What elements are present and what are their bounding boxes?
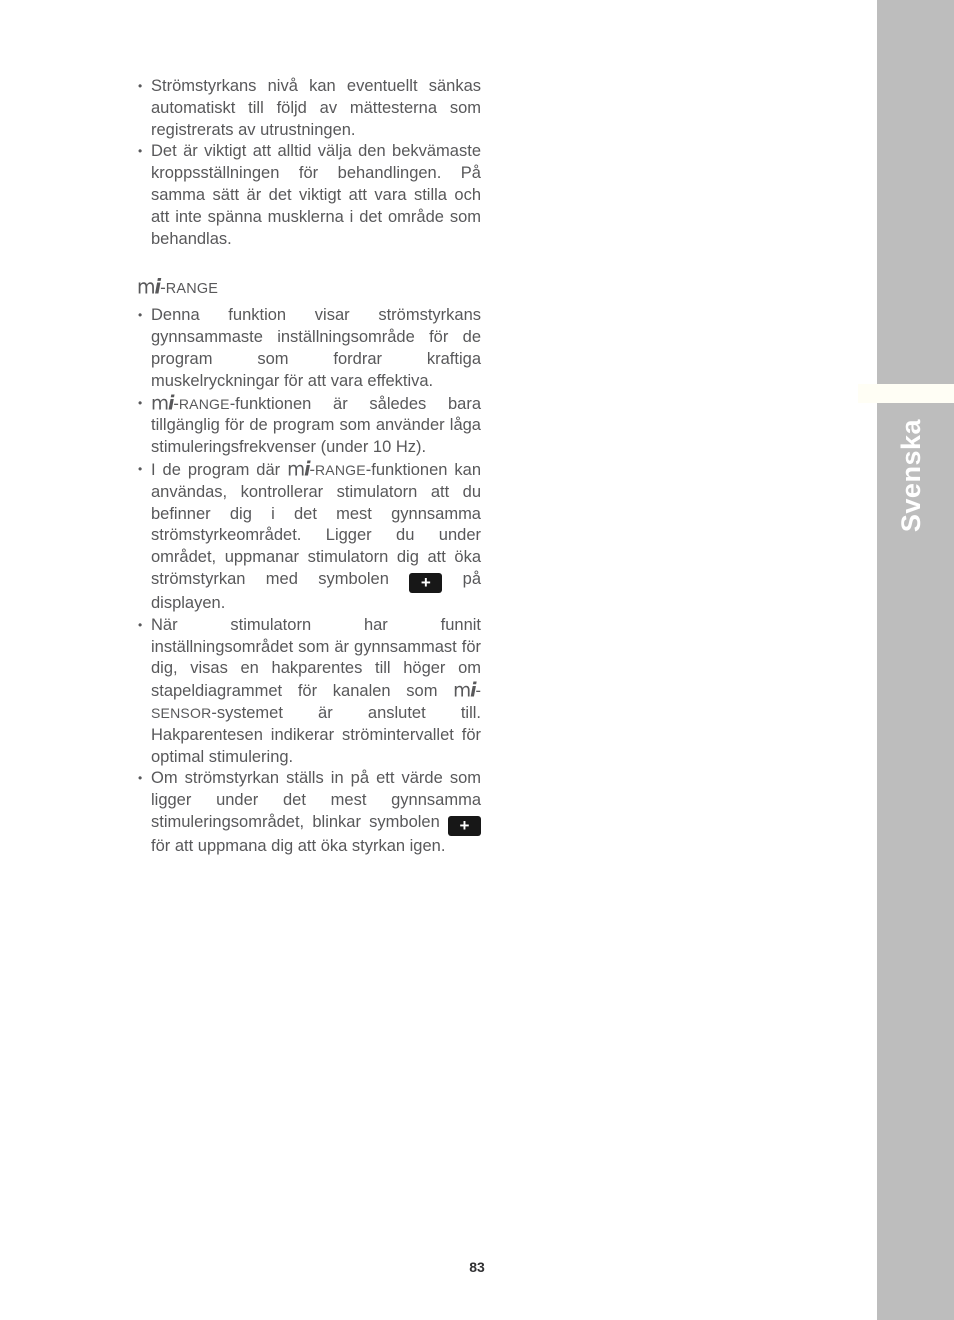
bullet-list-mi-range bbox=[137, 305, 481, 857]
plus-icon: + bbox=[409, 573, 442, 593]
language-tab-svenska bbox=[877, 403, 954, 1320]
bullet-item: • Om strömstyrkan ställs in på ett värde som ligger under det mest gynnsamma stimuleringsområdet, blinkar symbolen + för att uppmana dig att öka styrkan igen. bbox=[137, 768, 481, 857]
small-caps-word: RANGE bbox=[314, 461, 366, 478]
page-number: 83 bbox=[469, 1259, 485, 1275]
small-caps-word: RANGE bbox=[165, 281, 219, 298]
small-caps-word: SENSOR bbox=[151, 704, 212, 721]
bullet-item: • Denna funktion visar strömstyrkans gynnsammaste inställningsområde för de program som fordrar kraftiga muskelryckningar för att vara effektiva. bbox=[137, 305, 481, 392]
mi-logo: mi bbox=[137, 275, 161, 299]
language-tab-divider bbox=[858, 384, 954, 403]
language-tab-label: Svenska bbox=[896, 419, 926, 533]
bullet-item: • Det är viktigt att alltid välja den bekvämaste kroppsställningen för behandlingen. På samma sätt är det viktigt att vara stilla och att inte spänna musklerna i det område som behandlas. bbox=[137, 141, 481, 250]
bullet-item: • Strömstyrkans nivå kan eventuellt sänkas automatiskt till följd av mättesterna som registrerats av utrustningen. bbox=[137, 76, 481, 141]
bullet-item: • I de program där mi-RANGE-funktionen kan användas, kontrollerar stimulatorn att du befinner dig i det mest gynnsamma strömstyrkeområdet. Ligger du under området, uppmanar stimulatorn dig att öka strömstyrkan med symbolen + på displayen. bbox=[137, 459, 481, 615]
bullet-list-top bbox=[137, 76, 481, 250]
bullet-item: • När stimulatorn har funnit inställningsområdet som är gynnsammast för dig, visas en hakparentes till höger om stapeldiagrammet för kanalen som mi-SENSOR-systemet är anslutet till. Hakparentesen indikerar strömintervallet för optimal stimulering. bbox=[137, 615, 481, 769]
plus-icon: + bbox=[448, 816, 481, 836]
small-caps-word: RANGE bbox=[178, 395, 230, 412]
mi-logo: mi bbox=[287, 458, 310, 481]
language-tab-bar-top bbox=[877, 0, 954, 384]
text-column bbox=[137, 76, 481, 858]
bullet-item: • mi-RANGE-funktionen är således bara tillgänglig för de program som använder låga stimuleringsfrekvenser (under 10 Hz). bbox=[137, 393, 481, 459]
mi-logo: mi bbox=[151, 392, 174, 415]
section-heading-mi-range: mi-RANGE bbox=[137, 275, 219, 299]
mi-logo: mi bbox=[453, 679, 476, 702]
